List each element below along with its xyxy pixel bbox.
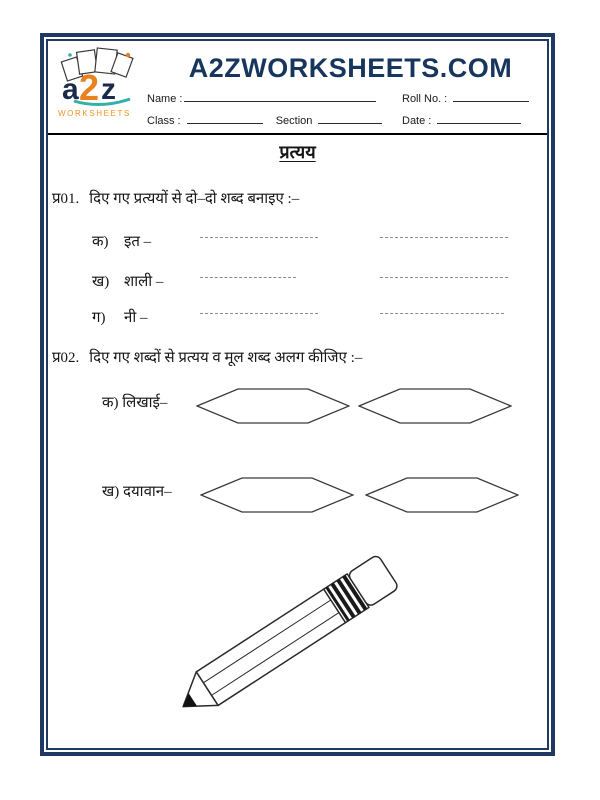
answer-hexagon[interactable] — [365, 477, 519, 513]
question-1 — [52, 188, 543, 208]
question-1-text: दिए गए प्रत्ययों से दो–दो शब्द बनाइए :– — [89, 191, 300, 207]
q2-item-label: ख) — [102, 484, 120, 500]
class-line[interactable] — [187, 113, 263, 124]
q2-item-row — [48, 477, 547, 517]
q1-item-label: ख) — [92, 274, 110, 290]
logo-letter-a: a — [62, 73, 79, 106]
q1-item-row — [48, 307, 547, 333]
header — [48, 41, 547, 135]
logo-letter-2: 2 — [79, 67, 100, 108]
page-border — [40, 33, 555, 756]
q1-item-label: क) — [92, 234, 109, 250]
q1-item-row — [48, 271, 547, 297]
pencil-illustration — [168, 551, 414, 729]
q2-item-row — [48, 388, 547, 428]
class-label: Class : — [147, 115, 181, 127]
q2-item-word: लिखाई– — [122, 395, 168, 411]
answer-blank[interactable] — [200, 229, 318, 238]
question-2 — [52, 347, 543, 367]
logo-letter-z: z — [101, 73, 116, 106]
q1-item-text: नी – — [124, 310, 148, 326]
answer-blank[interactable] — [380, 269, 508, 278]
name-label: Name : — [147, 93, 183, 105]
date-label: Date : — [402, 115, 432, 127]
question-1-number: प्र01. — [52, 191, 80, 207]
roll-label: Roll No. : — [402, 93, 448, 105]
answer-hexagon[interactable] — [196, 388, 350, 424]
question-2-text: दिए गए शब्दों से प्रत्यय व मूल शब्द अलग कीजिए :– — [89, 350, 363, 366]
pencil-icon — [168, 551, 414, 729]
worksheet-title: प्रत्यय — [279, 142, 316, 162]
logo-worksheets-text: WORKSHEETS — [58, 109, 131, 118]
q1-item-label: ग) — [92, 310, 106, 326]
answer-blank[interactable] — [380, 229, 508, 238]
answer-blank[interactable] — [200, 305, 318, 314]
answer-blank[interactable] — [200, 269, 296, 278]
date-field-group — [402, 113, 521, 127]
page-content — [48, 41, 547, 748]
section-line[interactable] — [318, 113, 382, 124]
site-title: A2ZWORKSHEETS.COM — [188, 53, 513, 83]
class-field-group — [147, 113, 382, 127]
answer-hexagon[interactable] — [200, 477, 354, 513]
q2-item-text — [102, 481, 172, 501]
a2z-logo — [56, 47, 144, 123]
name-line[interactable] — [184, 91, 376, 102]
q2-item-word: दयावान– — [123, 484, 172, 500]
answer-hexagon[interactable] — [358, 388, 512, 424]
q1-item-text: शाली – — [124, 274, 164, 290]
q2-item-label: क) — [102, 395, 119, 411]
date-line[interactable] — [437, 113, 521, 124]
roll-field-group — [402, 91, 529, 105]
question-2-number: प्र02. — [52, 350, 80, 366]
name-field-group — [147, 91, 376, 105]
answer-blank[interactable] — [380, 305, 504, 314]
q2-item-text — [102, 392, 167, 412]
a2z-logo-graphic — [56, 47, 144, 123]
section-label: Section — [275, 115, 313, 127]
page-border-inner — [46, 39, 549, 750]
roll-line[interactable] — [453, 91, 529, 102]
q1-item-text: इत – — [124, 234, 152, 250]
q1-item-row — [48, 231, 547, 257]
